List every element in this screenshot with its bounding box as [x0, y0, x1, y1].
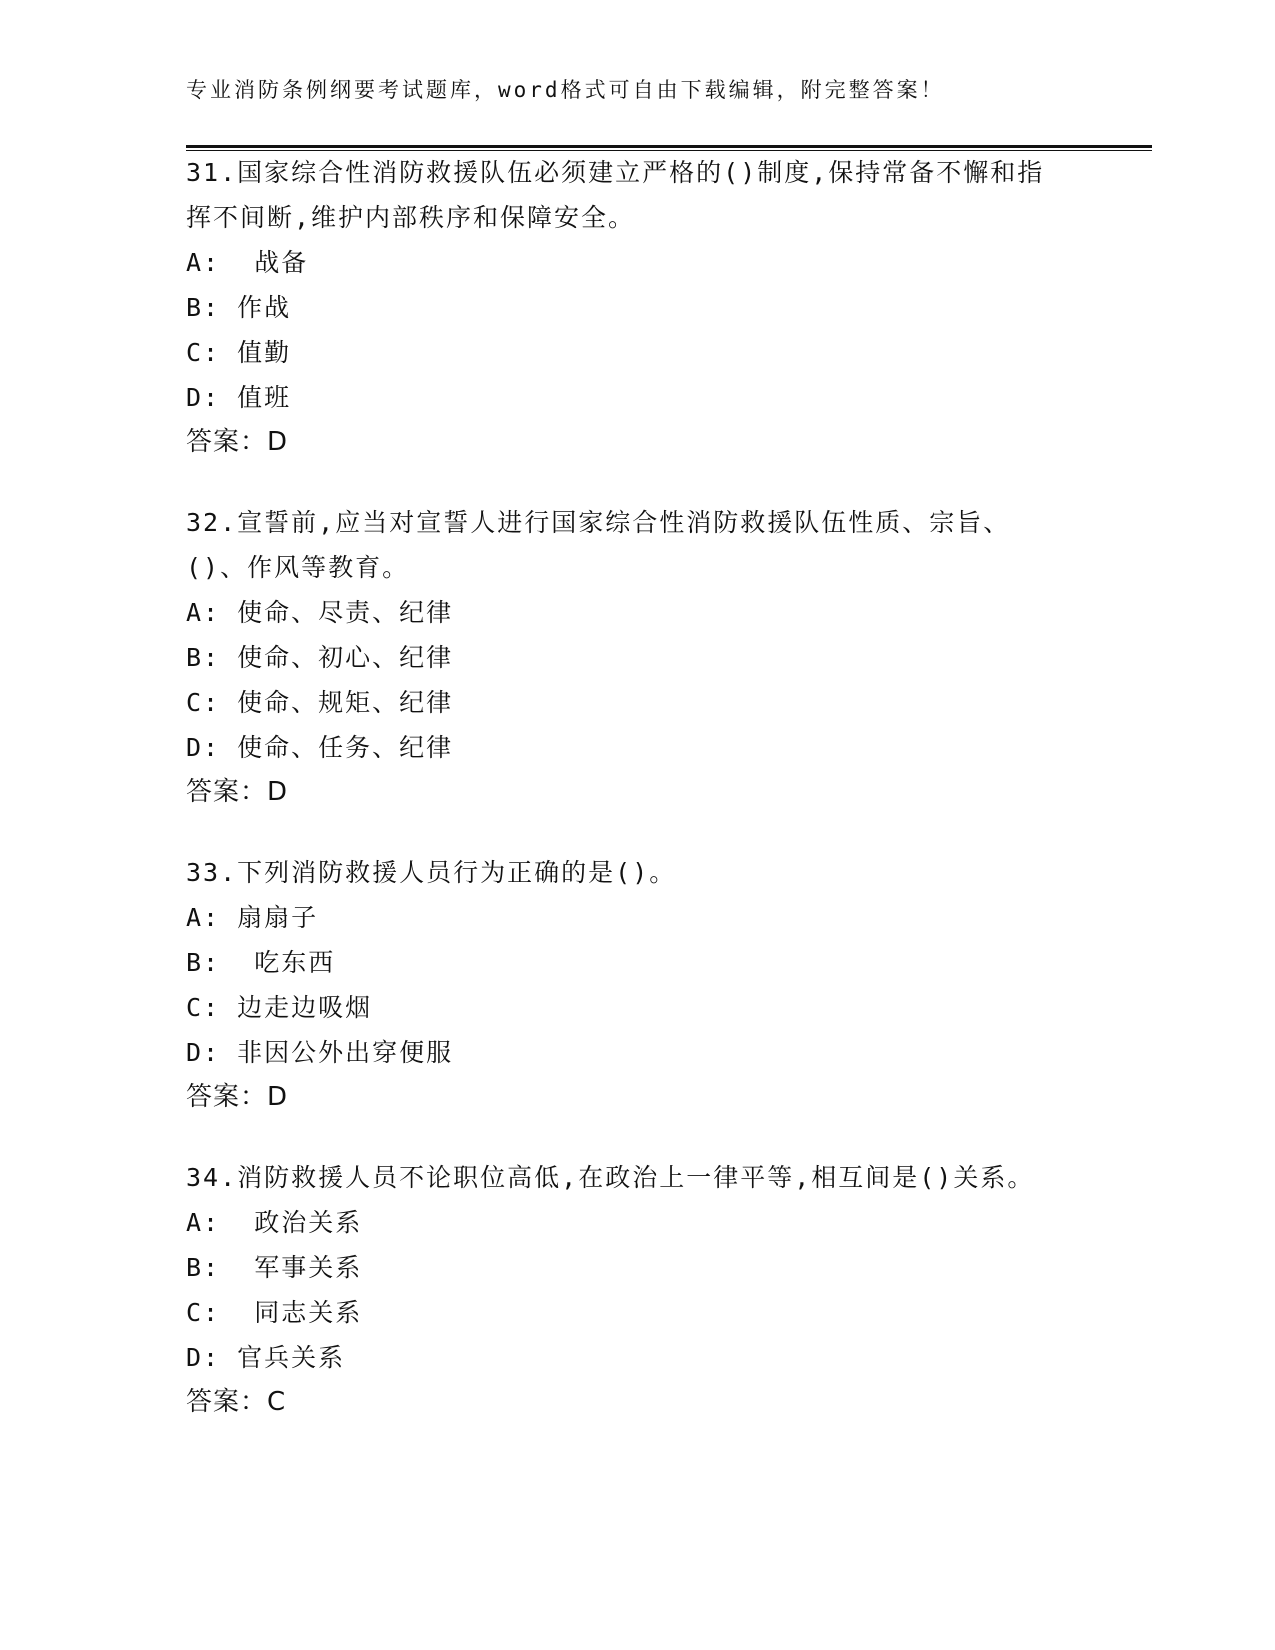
option-a: A: 使命、尽责、纪律 [186, 598, 454, 627]
question-stem: 31.国家综合性消防救援队伍必须建立严格的()制度,保持常备不懈和指挥不间断,维护内部秩序和保障安全。 [186, 158, 1045, 232]
option-b: B: 作战 [186, 293, 292, 322]
question-33 [186, 850, 1066, 1120]
option-d: D: 官兵关系 [186, 1343, 346, 1372]
option-a: A: 政治关系 [186, 1208, 363, 1237]
option-b: B: 军事关系 [186, 1253, 363, 1282]
option-c: C: 值勤 [186, 338, 292, 367]
question-31 [186, 150, 1066, 465]
option-b: B: 使命、初心、纪律 [186, 643, 454, 672]
question-stem: 33.下列消防救援人员行为正确的是()。 [186, 858, 677, 887]
page-header: 专业消防条例纲要考试题库，word格式可自由下载编辑，附完整答案！ [186, 78, 945, 102]
option-d: D: 值班 [186, 383, 292, 412]
answer: 答案：C [186, 1387, 287, 1417]
option-c: C: 边走边吸烟 [186, 993, 373, 1022]
option-d: D: 使命、任务、纪律 [186, 733, 454, 762]
question-32 [186, 500, 1066, 815]
answer: 答案：D [186, 777, 289, 807]
question-34 [186, 1155, 1066, 1425]
question-stem: 34.消防救援人员不论职位高低,在政治上一律平等,相互间是()关系。 [186, 1163, 1035, 1192]
option-a: A: 战备 [186, 248, 309, 277]
answer: 答案：D [186, 1082, 289, 1112]
option-b: B: 吃东西 [186, 948, 336, 977]
option-a: A: 扇扇子 [186, 903, 319, 932]
option-c: C: 使命、规矩、纪律 [186, 688, 454, 717]
question-stem: 32.宣誓前,应当对宣誓人进行国家综合性消防救援队伍性质、宗旨、()、作风等教育。 [186, 508, 1011, 582]
option-d: D: 非因公外出穿便服 [186, 1038, 454, 1067]
option-c: C: 同志关系 [186, 1298, 363, 1327]
answer: 答案：D [186, 427, 289, 457]
